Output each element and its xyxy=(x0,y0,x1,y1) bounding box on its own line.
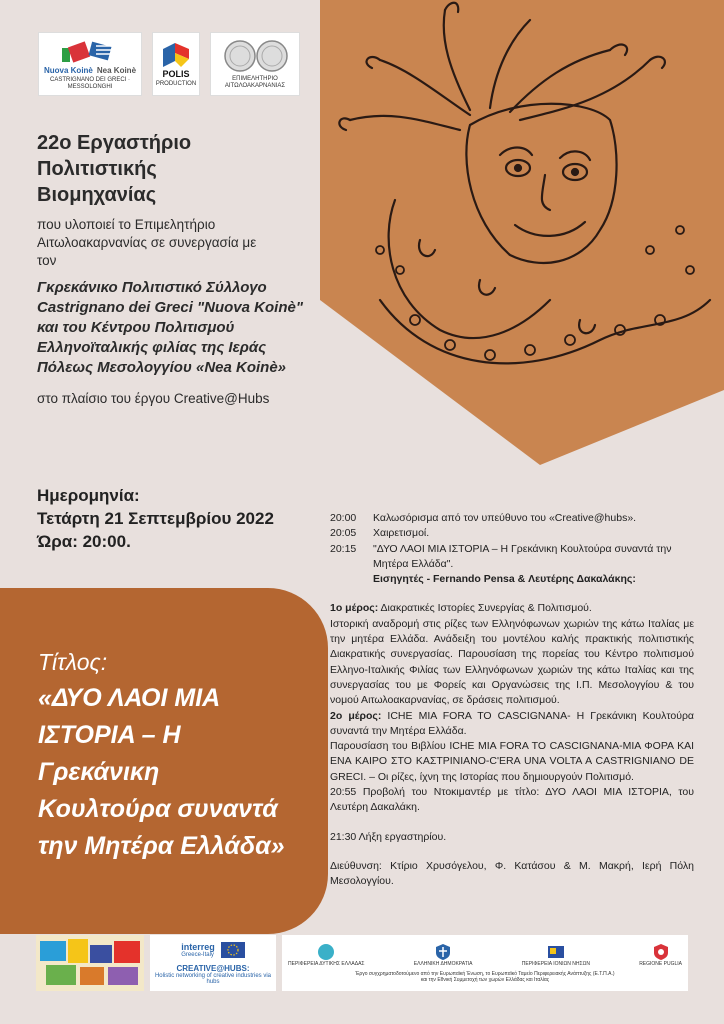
jester-drawing-icon xyxy=(320,0,724,465)
funding-partners xyxy=(282,935,688,991)
event-title: «ΔΥΟ ΛΑΟΙ ΜΙΑ ΙΣΤΟΡΙΑ – Η Γρεκάνικη Κουλτούρα συναντά την Μητέρα Ελλάδα» xyxy=(38,684,285,860)
workshop-title-line1: 22ο Εργαστήριο xyxy=(37,132,192,154)
part1-heading xyxy=(330,601,694,616)
closing: 21:30 Λήξη εργαστηρίου. xyxy=(330,830,447,843)
project-text: στο πλαίσιο του έργου Creative@Hubs xyxy=(37,391,270,406)
polis-mark-icon xyxy=(161,41,191,69)
address: Διεύθυνση: Κτίριο Χρυσόγελου, Φ. Κατάσου & Μ. Μακρή, Ιερή Πόλη Μεσολογγίου. xyxy=(330,859,694,888)
coins-icon xyxy=(220,38,290,74)
schedule-time: 20:15 xyxy=(330,542,357,555)
jester-artwork xyxy=(320,0,724,465)
polis-text: POLIS xyxy=(162,68,190,79)
time-value: Ώρα: 20:00. xyxy=(37,532,131,551)
schedule xyxy=(330,511,694,890)
partner-regione-puglia: REGIONE PUGLIA xyxy=(639,943,682,967)
partners-text: Γκρεκάνικο Πολιτιστικό Σύλλογο Castrignano dei Greci "Nuova Koinè" και του Κέντρου Πολιτισμού Ελληνοϊταλικής φιλίας της Ιεράς Πόλεως Μεσολογγίου «Nea Koinè» xyxy=(37,279,303,376)
partner-western-greece: ΠΕΡΙΦΕΡΕΙΑ ΔΥΤΙΚΗΣ ΕΛΛΑΔΑΣ xyxy=(288,943,365,967)
chamber-logo xyxy=(210,32,300,96)
date-value: Τετάρτη 21 Σεπτεμβρίου 2022 xyxy=(37,509,274,528)
part1-body: Ιστορική αναδρομή στις ρίζες των Ελληνόφωνων χωριών της κάτω Ιταλίας με την μητέρα Ελλάδα. Ανάδειξη του μοντέλου καλής πρακτικής πολιτιστικής Διακρατικής συνεργασίας. Παρουσίαση της πορείας του Κέντρο πολιτισμού Ελληνο-Ιταλικής Φιλίας των Ελληνόφωνων χωριών της κάτω Ιταλίας και της συνεργασίας του με Φορείς και Οργανώσεις της Ι.Π. Μεσολογγίου & του νομού Αιτωλοακαρνανίας, σε δράσεις πολιτισμού. xyxy=(330,617,694,707)
nea-koine-text: Nea Koinè xyxy=(96,65,137,75)
schedule-text: Καλωσόρισμα από τον υπεύθυνο του «Creative@hubs». xyxy=(373,512,637,524)
hub-name: CREATIVE@HUBS: xyxy=(176,963,250,973)
polis-subtext: PRODUCTION xyxy=(155,80,197,87)
schedule-text: Χαιρετισμοί. xyxy=(373,527,430,540)
screening: 20:55 Προβολή του Ντοκιμαντέρ με τίτλο: ΔΥΟ ΛΑΟΙ ΜΙΑ ΙΣΤΟΡΙΑ, του Λευτέρη Δακαλάκη. xyxy=(330,786,694,814)
partner-hellenic-republic: ΕΛΛΗΝΙΚΗ ΔΗΜΟΚΡΑΤΙΑ xyxy=(414,943,473,967)
schedule-time: 20:05 xyxy=(330,527,357,540)
organizer-text: που υλοποιεί το Επιμελητήριο Αιτωλοακαρνανίας σε συνεργασία με τον xyxy=(37,217,257,268)
creative-hubs-graphic xyxy=(36,935,144,991)
workshop-title-line2: Πολιτιστικής xyxy=(37,158,157,180)
nuova-koine-caption: CASTRIGNANO DEI GRECI · MESSOLONGHI xyxy=(49,76,130,90)
handshake-icon xyxy=(60,38,120,66)
eu-flag-icon xyxy=(221,942,245,958)
schedule-time: 20:00 xyxy=(330,512,357,524)
part2-label: 2ο μέρος: xyxy=(330,709,382,722)
speakers: Εισηγητές - Fernando Pensa & Λευτέρης Δακαλάκης: xyxy=(373,573,636,586)
chamber-caption: ΕΠΙΜΕΛΗΤΗΡΙΟ ΑΙΤΩΛΟΑΚΑΡΝΑΝΙΑΣ xyxy=(224,76,286,89)
coat-of-arms-icon xyxy=(434,943,452,961)
schedule-item xyxy=(330,526,694,541)
date-label: Ημερομηνία: xyxy=(37,486,140,505)
interreg-name: interreg xyxy=(181,941,215,952)
colorful-blocks-icon xyxy=(36,935,144,991)
schedule-item xyxy=(330,511,694,526)
polis-logo xyxy=(152,32,200,96)
part1-label: 1ο μέρος: xyxy=(330,602,379,615)
nuova-koine-text: Nuova Koinè xyxy=(43,65,93,75)
partner-logos xyxy=(288,943,682,967)
partner-ionian-islands: ΠΕΡΙΦΕΡΕΙΑ ΙΟΝΙΩΝ ΝΗΣΩΝ xyxy=(522,943,590,967)
puglia-shield-icon xyxy=(652,943,670,961)
hub-tagline: Holistic networking of creative industries via hubs xyxy=(154,972,272,985)
speakers-row xyxy=(330,572,694,587)
schedule-text: "ΔΥΟ ΛΑΟΙ ΜΙΑ ΙΣΤΟΡΙΑ – Η Γρεκάνικη Κουλτούρα συναντά την Μητέρα Ελλάδα". xyxy=(373,542,672,570)
schedule-item xyxy=(330,542,694,573)
part2-title: ICHE MIA FORA TO CASCIGNANA- Η Γρεκάνικη Κουλτούρα συναντά την Μητέρα Ελλάδα. xyxy=(330,709,694,737)
funding-line1: Έργο συγχρηματοδοτούμενο από την Ευρωπαϊκή Ένωση, το Ευρωπαϊκό Ταμείο Περιφερειακής Ανάπτυξης (Ε.Τ.Π.Α.) xyxy=(355,971,615,977)
nuova-koine-logo xyxy=(38,32,142,96)
header-block xyxy=(37,130,322,408)
part2-heading xyxy=(330,709,694,740)
part2-body: Παρουσίαση του Βιβλίου ICHE MIA FORA TO CASCIGNANA-MIA ΦΟΡΑ ΚΑΙ ΕΝΑ ΚΑΙΡΟ ΣΤΟ ΚΑΣΤΡΙΝΙΑΝΟ-C'ERA UNA VOLTA A CASTRIGNIANO DE GRECI. – Οι ρίζες, ίχνη της Ιστορίας που δημιουργούν Πολιτισμό. xyxy=(330,740,694,783)
region-flag-icon xyxy=(547,943,565,961)
funding-line2: και την Εθνική Συμμετοχή των χωρών Ελλάδας και Ιταλίας xyxy=(420,977,550,983)
top-logos xyxy=(38,32,300,96)
interreg-program: Greece-Italy xyxy=(181,951,214,958)
workshop-title-line3: Βιομηχανίας xyxy=(37,184,157,206)
region-emblem-icon xyxy=(317,943,335,961)
event-datetime xyxy=(37,484,337,553)
interreg-logo xyxy=(150,935,276,991)
title-panel xyxy=(0,588,328,934)
title-label: Τίτλος: xyxy=(38,649,108,675)
part1-title: Διακρατικές Ιστορίες Συνεργίας & Πολιτισμού. xyxy=(378,602,592,615)
bottom-logos xyxy=(36,935,688,991)
